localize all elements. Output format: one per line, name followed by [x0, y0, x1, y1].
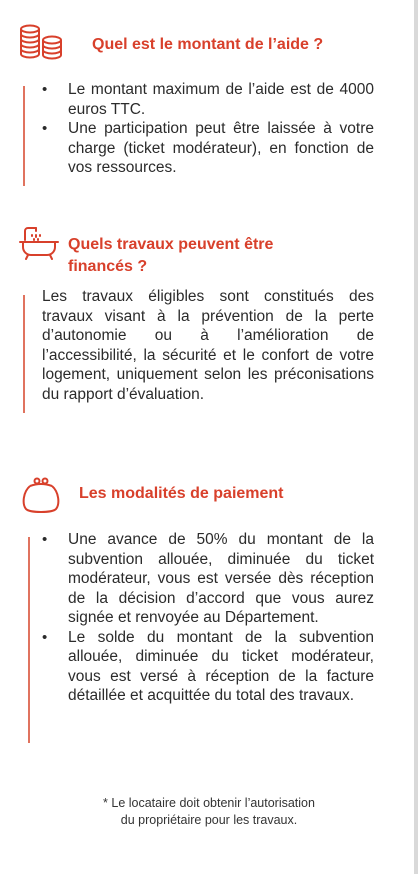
- section-title: [68, 234, 273, 278]
- bathtub-icon: [18, 224, 60, 260]
- bullet-list: [42, 80, 374, 178]
- footnote: [0, 795, 418, 829]
- section-title-line: financés ?: [68, 258, 148, 275]
- coin-purse-icon: [21, 477, 61, 515]
- section-paragraph: Les travaux éligibles sont constitués des travaux visant à la prévention de la perte d’autonomie ou à l’amélioration de l’accessibilité, la sécurité et le confort de votre logement, uniquement selon les préconisations du rapport d’évaluation.: [42, 288, 374, 403]
- section-rule: [28, 537, 30, 743]
- list-item: • Le solde du montant de la subvention allouée, diminuée du ticket modérateur, vous est versé à réception de la facture détaillée et acquittée du total des travaux.: [42, 628, 374, 706]
- bullet-list: [42, 530, 374, 706]
- coins-stack-icon: [18, 24, 64, 64]
- footnote-line: du propriétaire pour les travaux.: [120, 813, 298, 827]
- section-rule: [23, 295, 25, 413]
- list-item: • Le montant maximum de l’aide est de 4000 euros TTC.: [42, 80, 374, 119]
- section-title: Quel est le montant de l’aide ?: [92, 36, 324, 53]
- section-title: Les modalités de paiement: [79, 485, 284, 502]
- list-item: • Une participation peut être laissée à votre charge (ticket modérateur), en fonction de vos ressources.: [42, 119, 374, 178]
- section-rule: [23, 86, 25, 186]
- section-title-line: Quels travaux peuvent être: [68, 236, 274, 253]
- page-edge: [414, 0, 418, 874]
- footnote-line: * Le locataire doit obtenir l’autorisation: [103, 796, 315, 810]
- list-item: • Une avance de 50% du montant de la subvention allouée, diminuée du ticket modérateur, vous est versée dès réception de la décision d’accord que vous aurez signée et renvoyée au Département.: [42, 530, 374, 628]
